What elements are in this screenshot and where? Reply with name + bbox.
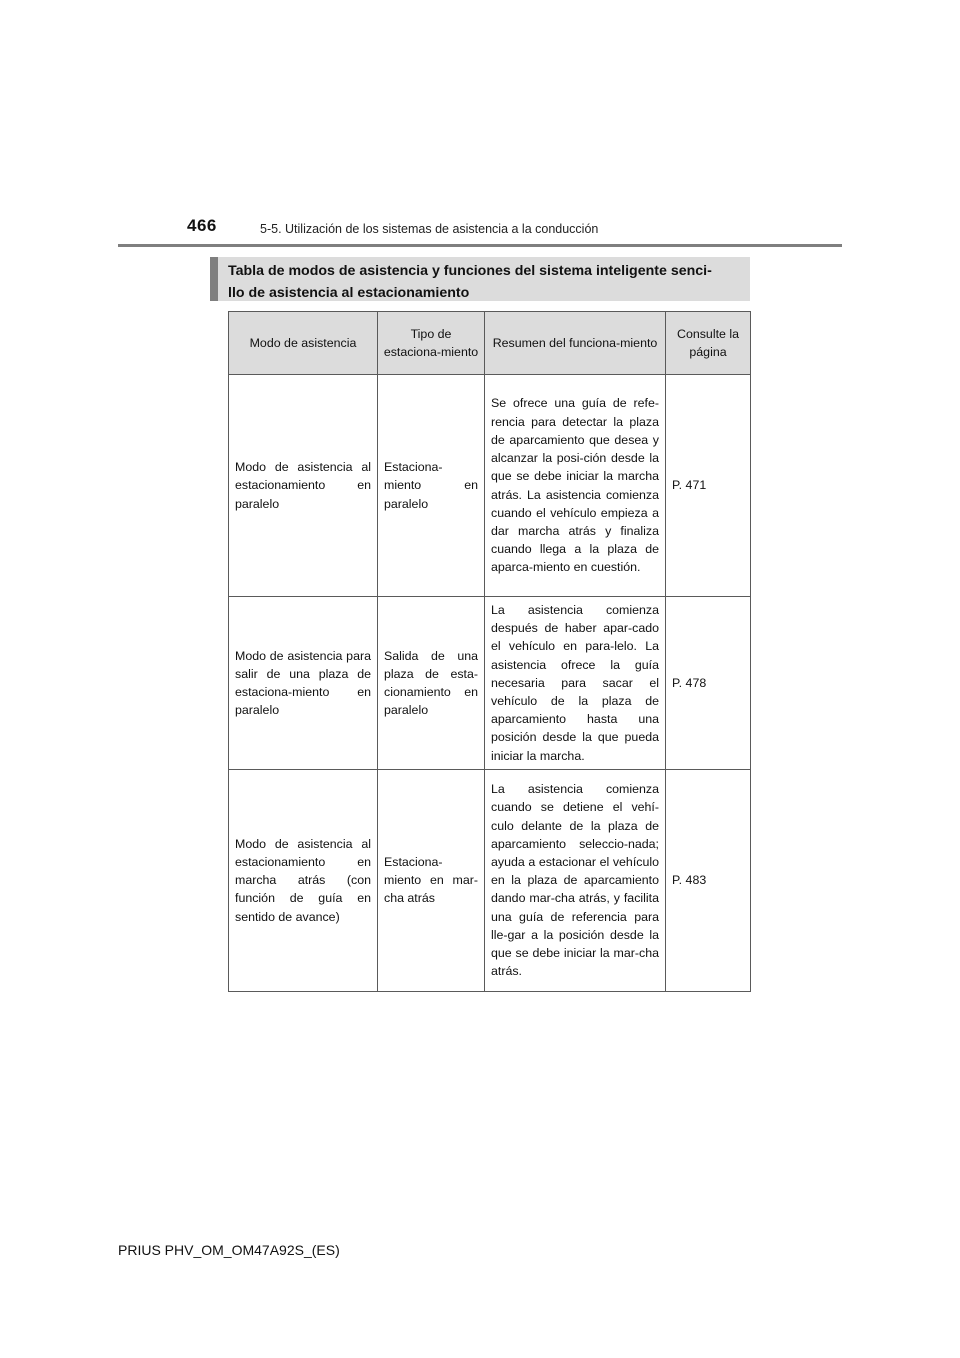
- cell-mode: Modo de asistencia al estacionamiento en marcha atrás (con función de guía en sentido de avance): [229, 769, 378, 991]
- table-heading-line-1: Tabla de modos de asistencia y funciones del sistema inteligente senci-: [228, 263, 712, 279]
- column-header-page: Consulte la página: [666, 312, 751, 375]
- table-row: [229, 375, 751, 597]
- assist-modes-table: [228, 311, 751, 992]
- cell-page-ref: P. 483: [666, 769, 751, 991]
- cell-mode: Modo de asistencia al estacionamiento en paralelo: [229, 375, 378, 597]
- table-heading: [210, 257, 750, 301]
- cell-page-ref: P. 471: [666, 375, 751, 597]
- column-header-summary: Resumen del funciona-miento: [485, 312, 666, 375]
- cell-page-ref: P. 478: [666, 597, 751, 770]
- header-divider: [118, 244, 842, 247]
- column-header-mode: Modo de asistencia: [229, 312, 378, 375]
- cell-type: Estaciona-miento en mar-cha atrás: [378, 769, 485, 991]
- cell-type: Estaciona-miento en paralelo: [378, 375, 485, 597]
- cell-mode: Modo de asistencia para salir de una plaza de estaciona-miento en paralelo: [229, 597, 378, 770]
- page-number: 466: [187, 216, 217, 235]
- document-code: PRIUS PHV_OM_OM47A92S_(ES): [118, 1242, 340, 1258]
- section-title: 5-5. Utilización de los sistemas de asistencia a la conducción: [260, 222, 599, 236]
- table-header-row: [229, 312, 751, 375]
- table-row: [229, 769, 751, 991]
- cell-summary: La asistencia comienza cuando se detiene el vehí-culo delante de la plaza de aparcamiento seleccio-nada; ayuda a estacionar el vehículo en la plaza de aparcamiento dando mar-cha atrás, y facilita una guía de referencia para lle-gar a la posición desde la que se debe iniciar la mar-cha atrás.: [485, 769, 666, 991]
- column-header-type: Tipo de estaciona-miento: [378, 312, 485, 375]
- cell-type: Salida de una plaza de esta-cionamiento en paralelo: [378, 597, 485, 770]
- cell-summary: La asistencia comienza después de haber apar-cado el vehículo en para-lelo. La asistencia ofrece la guía necesaria para sacar el vehículo de la plaza de aparcamiento hasta una posición desde la que pueda iniciar la marcha.: [485, 597, 666, 770]
- cell-summary: Se ofrece una guía de refe-rencia para detectar la plaza de aparcamiento que desea y alcanzar la posi-ción desde la que se debe iniciar la marcha atrás. La asistencia comienza cuando el vehículo empieza a dar marcha atrás y finaliza cuando llega a la plaza de aparca-miento en cuestión.: [485, 375, 666, 597]
- table-heading-line-2: llo de asistencia al estacionamiento: [228, 285, 470, 301]
- table-row: [229, 597, 751, 770]
